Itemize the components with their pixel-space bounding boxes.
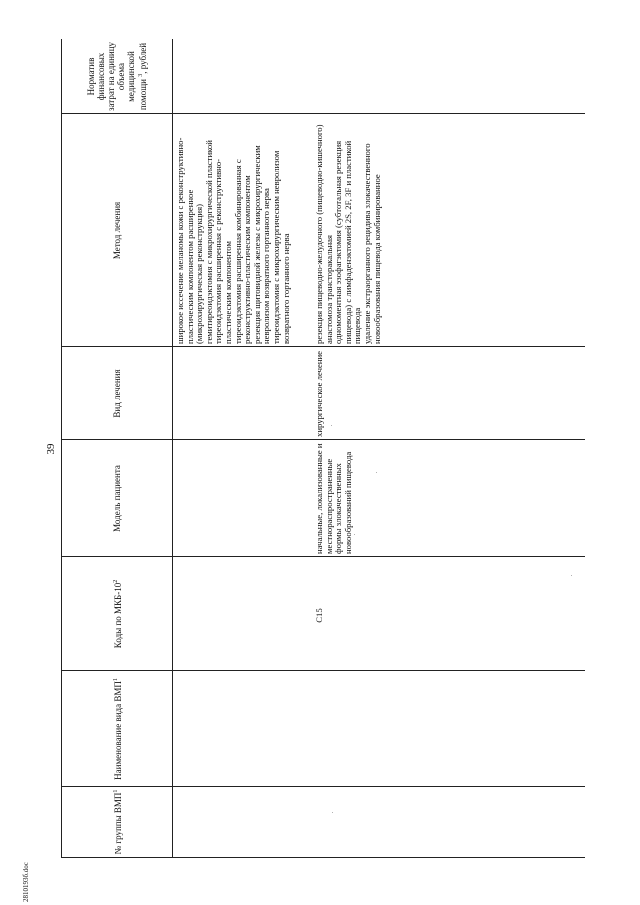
scan-speck	[354, 534, 355, 535]
method-item: широкое иссечение меланомы кожи с реконструктивно-пластическим компонентом расширенное (микрохирургическая реконструкция)	[175, 137, 205, 344]
upper-methods	[176, 114, 291, 344]
header-patient-model: Модель пациента	[112, 465, 122, 532]
method-item: резекция пищеводно-желудочного (пищеводно-кишечного) анастомоза трансторакальная	[314, 124, 334, 344]
method-item: одномоментная эзофагэктомия (субтотальная резекция пищевода) с лимфаденэктомией 2S, 2F, 3F и пластикой пищевода	[333, 140, 363, 344]
header-icd-codes: Коды по МКБ-$10^2$	[113, 579, 123, 649]
treatment-type-cell: хирургическое лечение	[314, 350, 324, 437]
scan-speck	[331, 425, 332, 426]
treatment-table	[61, 39, 585, 858]
header-treatment-type: Вид лечения	[112, 369, 122, 418]
method-item: удаление экстраорганного рецидива злокачественного новообразования пищевода комбинированное	[361, 143, 382, 344]
header-divider	[172, 39, 173, 857]
footer-filename: 2810193б.doc	[22, 862, 30, 902]
method-item: тиреоидэктомия расширенная с реконструктивно-пластическим компонентом	[213, 158, 233, 344]
method-item: тиреоидэктомия расширенная комбинированная с реконструктивно-пластическим компонентом	[232, 159, 253, 344]
method-item: тиреоидэктомия с микрохирургическим невролизом возвратного гортанного нерва	[270, 150, 291, 344]
page-number: 39	[45, 443, 57, 455]
header-type-name: Наименование вида ВМП$^1$	[113, 678, 123, 780]
method-item: резекция щитовидной железы с микрохирургическим невролизом возвратного гортанного нерва	[251, 145, 272, 344]
header-method: Метод лечения	[112, 201, 122, 260]
scan-speck	[332, 812, 333, 813]
rotated-page-content	[44, 40, 584, 858]
header-group-no: № группы ВМП$^1$	[113, 789, 123, 855]
method-item: гемитиреоидэктомия с микрохирургической пластикой	[203, 140, 214, 344]
scan-speck	[571, 575, 572, 576]
icd-code-cell: C15	[314, 608, 324, 623]
lower-methods	[315, 114, 382, 344]
patient-model-cell: начальные, локализованные и местнораспространенные формы злокачественных новообразований пищевода	[314, 443, 353, 554]
scan-speck	[376, 472, 377, 473]
header-cost-norm: Норматив финансовых затрат на единицу объема медицинской помощи $^3$, рублей	[86, 41, 148, 112]
